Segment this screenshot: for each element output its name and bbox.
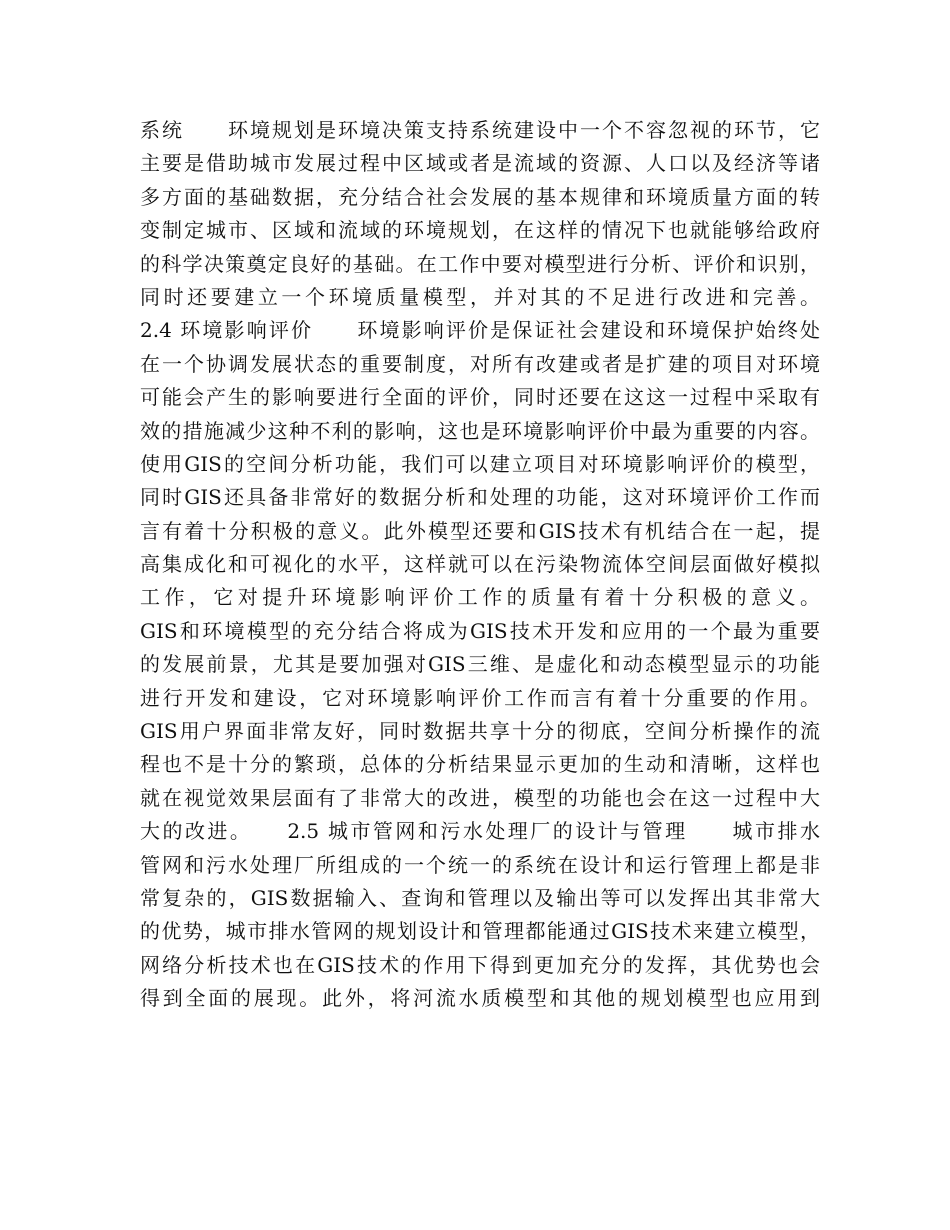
text-line: 工作，它对提升环境影响评价工作的质量有着十分积极的意义。	[140, 585, 820, 610]
text-line: 在一个协调发展状态的重要制度，对所有改建或者是扩建的项目对环境	[140, 351, 820, 376]
text-line: 多方面的基础数据，充分结合社会发展的基本规律和环境质量方面的转	[140, 184, 820, 209]
text-line: 系统 环境规划是环境决策支持系统建设中一个不容忽视的环节，它	[140, 118, 820, 142]
text-line: 高集成化和可视化的水平，这样就可以在污染物流体空间层面做好模拟	[140, 552, 820, 577]
text-line: 的优势，城市排水管网的规划设计和管理都能通过GIS技术来建立模型，	[140, 919, 820, 944]
text-line: 的发展前景，尤其是要加强对GIS三维、是虚化和动态模型显示的功能	[140, 652, 820, 677]
text-line: 进行开发和建设，它对环境影响评价工作而言有着十分重要的作用。	[140, 685, 820, 710]
text-line: 网络分析技术也在GIS技术的作用下得到更加充分的发挥，其优势也会	[140, 952, 820, 977]
text-line: 程也不是十分的繁琐，总体的分析结果显示更加的生动和清晰，这样也	[140, 752, 820, 777]
text-line: 2.4 环境影响评价 环境影响评价是保证社会建设和环境保护始终处	[140, 318, 820, 343]
text-line: 大的改进。 2.5 城市管网和污水处理厂的设计与管理 城市排水	[140, 819, 820, 844]
text-line: 言有着十分积极的意义。此外模型还要和GIS技术有机结合在一起，提	[140, 518, 820, 543]
text-line: 得到全面的展现。此外，将河流水质模型和其他的规划模型也应用到	[140, 986, 820, 1011]
text-line: GIS用户界面非常友好，同时数据共享十分的彻底，空间分析操作的流	[140, 719, 820, 744]
text-line: 的科学决策奠定良好的基础。在工作中要对模型进行分析、评价和识别，	[140, 251, 820, 276]
text-line: 同时还要建立一个环境质量模型，并对其的不足进行改进和完善。	[140, 284, 820, 309]
body-text	[140, 114, 820, 1016]
text-line: 管网和污水处理厂所组成的一个统一的系统在设计和运行管理上都是非	[140, 852, 820, 877]
text-line: 常复杂的，GIS数据输入、查询和管理以及输出等可以发挥出其非常大	[140, 885, 820, 910]
text-line: 变制定城市、区域和流域的环境规划，在这样的情况下也就能够给政府	[140, 218, 820, 243]
text-line: 效的措施减少这种不利的影响，这也是环境影响评价中最为重要的内容。	[140, 418, 820, 443]
text-line: 同时GIS还具备非常好的数据分析和处理的功能，这对环境评价工作而	[140, 485, 820, 510]
text-line: 使用GIS的空间分析功能，我们可以建立项目对环境影响评价的模型，	[140, 451, 820, 476]
text-line: 就在视觉效果层面有了非常大的改进，模型的功能也会在这一过程中大	[140, 785, 820, 810]
text-line: 主要是借助城市发展过程中区域或者是流域的资源、人口以及经济等诸	[140, 151, 820, 176]
text-line: GIS和环境模型的充分结合将成为GIS技术开发和应用的一个最为重要	[140, 618, 820, 643]
text-line: 可能会产生的影响要进行全面的评价，同时还要在这这一过程中采取有	[140, 385, 820, 410]
